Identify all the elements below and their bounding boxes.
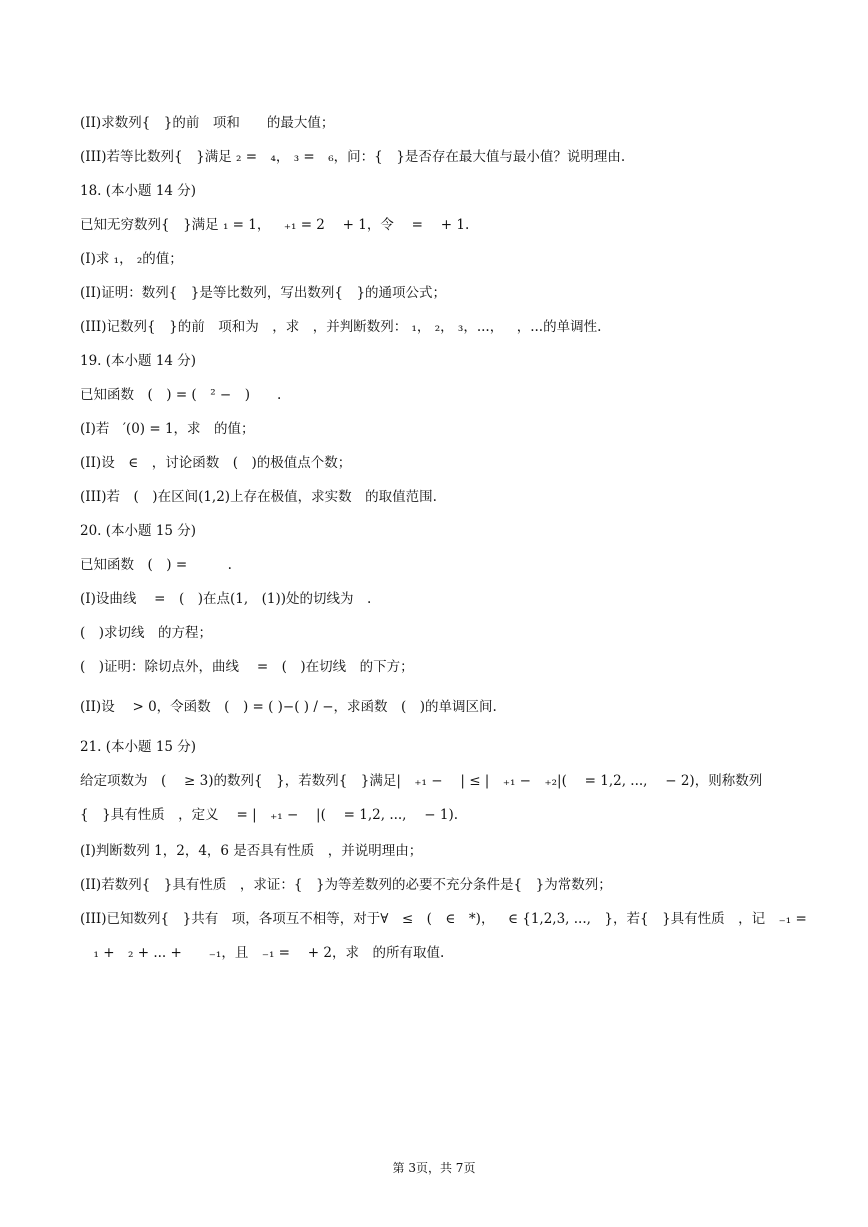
problem-21-part-2: (II)若数列{ }具有性质 ，求证：{ }为等差数列的必要不充分条件是{ }为常数列； (80, 877, 612, 893)
problem-20-header: 20. (本小题 15 分) (80, 523, 197, 539)
problem-19-part-2: (II)设 ∈ ，讨论函数 ( )的极值点个数； (80, 455, 352, 471)
page-footer: 第 3页，共 7页 (392, 1161, 476, 1175)
problem-18-statement: 已知无穷数列{ }满足 ₁ = 1， ₊₁ = 2 + 1，令 = + 1. (80, 217, 470, 233)
problem-19-statement: 已知函数 ( ) = ( ² − ) . (80, 387, 282, 403)
problem-19-header: 19. (本小题 14 分) (80, 353, 197, 369)
problem-20-statement: 已知函数 ( ) = . (80, 557, 232, 573)
problem-19-part-1: (I)若 ′(0) = 1，求 的值； (80, 421, 255, 437)
problem-18-part-2: (II)证明：数列{ }是等比数列，写出数列{ }的通项公式； (80, 285, 447, 301)
problem-20-part-2: (II)设 > 0，令函数 ( ) = ( )−( ) / −，求函数 ( )的单调区间. (80, 699, 497, 715)
problem-21-header: 21. (本小题 15 分) (80, 739, 197, 755)
problem-20-part-1: (I)设曲线 = ( )在点(1, (1))处的切线为 . (80, 591, 372, 607)
problem-17-part-3: (III)若等比数列{ }满足 ₂ = ₄， ₃ = ₆，问：{ }是否存在最大值与最小值？说明理由. (80, 149, 626, 165)
problem-19-part-3: (III)若 ( )在区间(1,2)上存在极值，求实数 的取值范围. (80, 489, 437, 505)
problem-21-part-1: (I)判断数列 1，2，4，6 是否具有性质 ，并说明理由； (80, 843, 423, 859)
problem-21-part-3-line-1: (III)已知数列{ }共有 项，各项互不相等，对于∀ ≤ ( ∈ *)， ∈ {1,2,3, ..., }，若{ }具有性质 ，记 ₋₁ = (80, 911, 807, 927)
problem-21-part-3-line-2: ₁ + ₂ + ... + ₋₁，且 ₋₁ = + 2，求 的所有取值. (80, 945, 445, 961)
problem-18-header: 18. (本小题 14 分) (80, 183, 197, 199)
problem-21-statement-1: 给定项数为 ( ≥ 3)的数列{ }，若数列{ }满足| ₊₁ − | ≤ | ₊₁ − ₊₂|( = 1,2, ..., − 2)，则称数列 (80, 773, 763, 789)
problem-21-statement-2: { }具有性质 ，定义 = | ₊₁ − |( = 1,2, ..., − 1). (80, 807, 459, 823)
problem-18-part-1: (I)求 ₁， ₂的值； (80, 251, 183, 267)
problem-20-part-1-i: ( )求切线 的方程； (80, 625, 213, 641)
problem-18-part-3: (III)记数列{ }的前 项和为 ，求 ，并判断数列： ₁， ₂， ₃，...， ，...的单调性. (80, 319, 602, 335)
problem-17-part-2: (II)求数列{ }的前 项和 的最大值； (80, 115, 335, 131)
problem-20-part-1-ii: ( )证明：除切点外，曲线 = ( )在切线 的下方； (80, 659, 414, 675)
